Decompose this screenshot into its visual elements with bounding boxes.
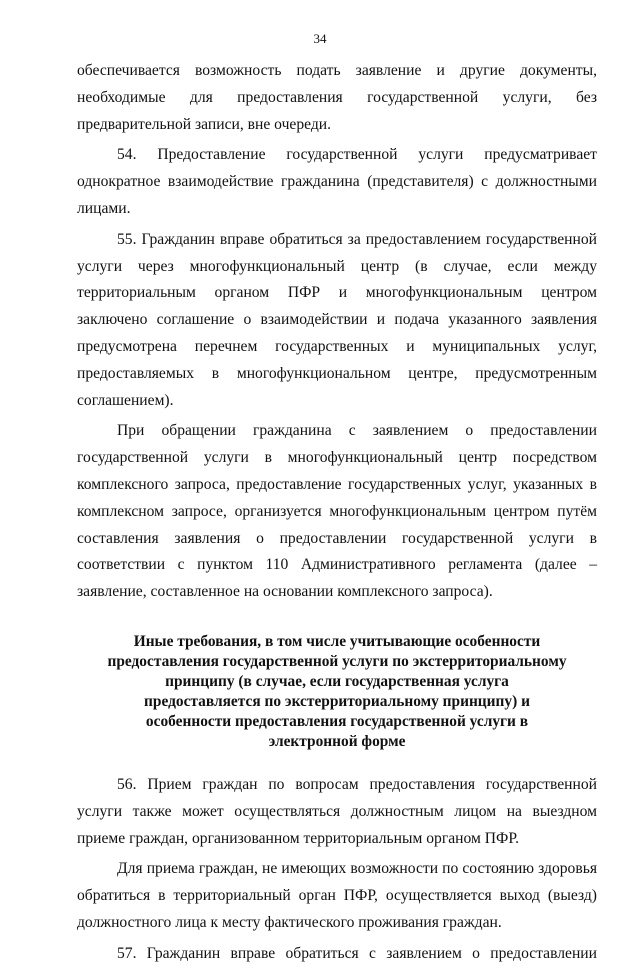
paragraph-56: 56. Прием граждан по вопросам предоставления государственной услуги также может осуществляться должностным лицом на выездном приеме граждан, организованном территориальным органом ПФР.	[77, 775, 597, 847]
paragraph-55: 55. Гражданин вправе обратиться за предоставлением государственной услуги через многофункциональный центр (в случае, если между территориальным органом ПФР и многофункциональным центром заключено соглашение о взаимодействии и подача указанного заявления предусмотрена перечнем государственных и муниципальных услуг, предоставляемых в многофункциональном центре, предусмотренным соглашением).	[77, 230, 597, 409]
paragraph-56-home-visit: Для приема граждан, не имеющих возможности по состоянию здоровья обратиться в территориальный орган ПФР, осуществляется выход (выезд) должностного лица к месту фактического проживания граждан.	[77, 860, 597, 931]
paragraph-54: 54. Предоставление государственной услуги предусматривает однократное взаимодействие гражданина (представителя) с должностными лицами.	[77, 146, 597, 217]
document-body	[77, 58, 597, 968]
paragraph-57: 57. Гражданин вправе обратиться с заявлением о предоставлении	[117, 944, 597, 962]
section-heading: Иные требования, в том числе учитывающие особенности предоставления государственной услуги по экстерриториальному принципу (в случае, если государственная услуга предоставляется по экстерриториальному принципу) и особенности предоставления государственной услуги в электронной форме	[107, 632, 567, 750]
paragraph-55-complex-request: При обращении гражданина с заявлением о предоставлении государственной услуги в многофункциональный центр посредством комплексного запроса, предоставление государственных услуг, указанных в комплексном запросе, организуется многофункциональным центром путём составления заявления о предоставлении государственной услуги в соответствии с пунктом 110 Административного регламента (далее – заявление, составленное на основании комплексного запроса).	[77, 422, 597, 601]
page-number: 34	[313, 31, 327, 46]
paragraph-continuation: обеспечивается возможность подать заявление и другие документы, необходимые для предоставления государственной услуги, без предварительной записи, вне очереди.	[77, 62, 597, 133]
